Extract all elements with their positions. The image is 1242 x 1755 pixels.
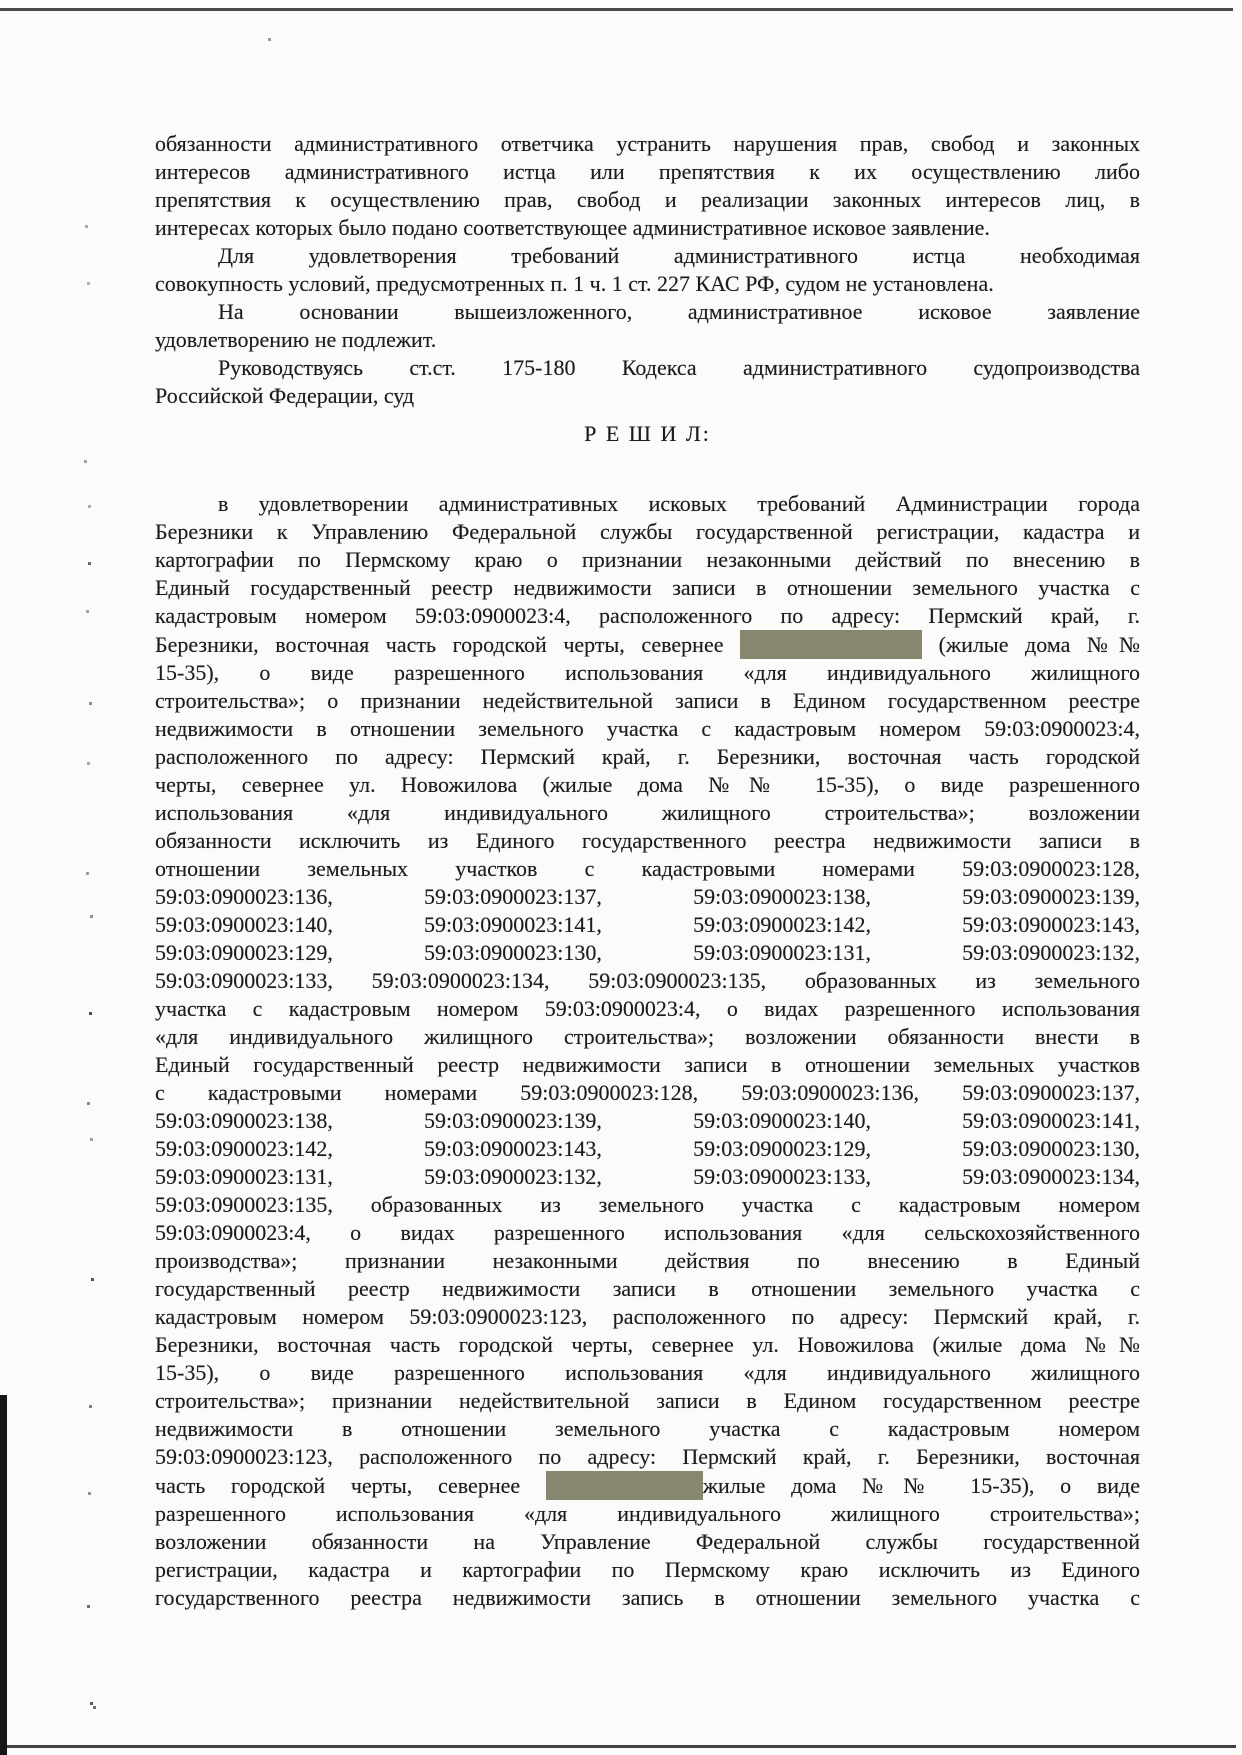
text-line bbox=[155, 1023, 1140, 1051]
text-line bbox=[155, 1107, 1140, 1135]
text-run: 59:03:0900023:129, 59:03:0900023:130, 59:03:0900023:131, 59:03:0900023:132, bbox=[155, 940, 1140, 965]
text-line bbox=[155, 1135, 1140, 1163]
text-line bbox=[155, 326, 1140, 354]
text-line bbox=[155, 518, 1140, 546]
text-run: часть городской черты, севернее bbox=[155, 1473, 546, 1498]
text-line bbox=[155, 827, 1140, 855]
scan-edge-bottom-line bbox=[0, 1745, 1236, 1748]
text-run: в удовлетворении административных исковых требований Администрации города bbox=[218, 491, 1140, 516]
redaction-box bbox=[546, 1471, 703, 1500]
text-run: производства»; признании незаконными действия по внесению в Единый bbox=[155, 1248, 1140, 1273]
text-run: 15-35), о виде разрешенного использования «для индивидуального жилищного bbox=[155, 1360, 1140, 1385]
text-run: с кадастровыми номерами 59:03:0900023:128, 59:03:0900023:136, 59:03:0900023:137, bbox=[155, 1080, 1140, 1105]
text-line bbox=[155, 743, 1140, 771]
text-run: Единый государственный реестр недвижимости записи в отношении земельных участков bbox=[155, 1052, 1140, 1077]
text-run: кадастровым номером 59:03:0900023:4, расположенного по адресу: Пермский край, г. bbox=[155, 603, 1140, 628]
text-run: 59:03:0900023:142, 59:03:0900023:143, 59:03:0900023:129, 59:03:0900023:130, bbox=[155, 1136, 1140, 1161]
text-line bbox=[155, 242, 1140, 270]
text-line bbox=[155, 546, 1140, 574]
text-run: удовлетворению не подлежит. bbox=[155, 327, 437, 352]
text-run: На основании вышеизложенного, административное исковое заявление bbox=[218, 299, 1140, 324]
text-run: совокупность условий, предусмотренных п. 1 ч. 1 ст. 227 КАС РФ, судом не установлена. bbox=[155, 271, 994, 296]
text-line bbox=[155, 1415, 1140, 1443]
text-run: Для удовлетворения требований административного истца необходимая bbox=[218, 243, 1140, 268]
text-line bbox=[155, 1556, 1140, 1584]
text-line bbox=[155, 1051, 1140, 1079]
text-line bbox=[155, 939, 1140, 967]
text-line bbox=[155, 354, 1140, 382]
text-run: участка с кадастровым номером 59:03:0900023:4, о видах разрешенного использования bbox=[155, 996, 1140, 1021]
text-line bbox=[155, 855, 1140, 883]
text-run: строительства»; признании недействительной записи в Едином государственном реестре bbox=[155, 1388, 1140, 1413]
text-run: 59:03:0900023:138, 59:03:0900023:139, 59:03:0900023:140, 59:03:0900023:141, bbox=[155, 1108, 1140, 1133]
text-line bbox=[155, 1303, 1140, 1331]
text-line bbox=[155, 911, 1140, 939]
text-line bbox=[155, 1219, 1140, 1247]
text-run: картографии по Пермскому краю о признании незаконными действий по внесению в bbox=[155, 547, 1140, 572]
text-line bbox=[155, 630, 1140, 659]
text-line bbox=[155, 1471, 1140, 1500]
text-run: недвижимости в отношении земельного участка с кадастровым номером 59:03:0900023:4, bbox=[155, 716, 1140, 741]
scan-edge-left-strip bbox=[0, 1395, 7, 1755]
text-line bbox=[155, 1443, 1140, 1471]
resolution-heading: Р Е Ш И Л: bbox=[584, 421, 711, 446]
text-line bbox=[155, 1387, 1140, 1415]
text-line bbox=[155, 659, 1140, 687]
text-line bbox=[155, 1584, 1140, 1612]
text-run: Российской Федерации, суд bbox=[155, 383, 415, 408]
text-run: Березники, восточная часть городской черты, севернее bbox=[155, 632, 741, 657]
text-run: регистрации, кадастра и картографии по Пермскому краю исключить из Единого bbox=[155, 1557, 1140, 1582]
text-run: препятствия к осуществлению прав, свобод и реализации законных интересов лиц, в bbox=[155, 187, 1140, 212]
text-line bbox=[155, 1275, 1140, 1303]
text-run: Руководствуясь ст.ст. 175-180 Кодекса административного судопроизводства bbox=[218, 355, 1140, 380]
text-line bbox=[155, 687, 1140, 715]
text-line bbox=[155, 883, 1140, 911]
decision-paragraph-lines bbox=[155, 490, 1140, 1612]
text-line bbox=[155, 1247, 1140, 1275]
text-line bbox=[155, 382, 1140, 410]
text-run: 59:03:0900023:135, образованных из земельного участка с кадастровым номером bbox=[155, 1192, 1140, 1217]
text-run: «для индивидуального жилищного строительства»; возложении обязанности внести в bbox=[155, 1024, 1140, 1049]
text-line bbox=[155, 1079, 1140, 1107]
text-run: Березники к Управлению Федеральной службы государственной регистрации, кадастра и bbox=[155, 519, 1140, 544]
text-run: жилые дома №№ 15-35), о виде bbox=[702, 1473, 1141, 1498]
intro-paragraph-lines bbox=[155, 130, 1140, 410]
text-run: 59:03:0900023:133, 59:03:0900023:134, 59:03:0900023:135, образованных из земельного bbox=[155, 968, 1140, 993]
text-line bbox=[155, 158, 1140, 186]
text-line bbox=[155, 490, 1140, 518]
text-line bbox=[155, 270, 1140, 298]
text-line bbox=[155, 214, 1140, 242]
text-run: недвижимости в отношении земельного участка с кадастровым номером bbox=[155, 1416, 1140, 1441]
redaction-box bbox=[740, 630, 922, 659]
text-run: использования «для индивидуального жилищного строительства»; возложении bbox=[155, 800, 1140, 825]
text-line bbox=[155, 130, 1140, 158]
text-line bbox=[155, 799, 1140, 827]
text-run: кадастровым номером 59:03:0900023:123, расположенного по адресу: Пермский край, г. bbox=[155, 1304, 1140, 1329]
text-run: возложении обязанности на Управление Федеральной службы государственной bbox=[155, 1529, 1140, 1554]
text-run: 59:03:0900023:140, 59:03:0900023:141, 59:03:0900023:142, 59:03:0900023:143, bbox=[155, 912, 1140, 937]
text-line bbox=[155, 298, 1140, 326]
text-run: государственный реестр недвижимости записи в отношении земельного участка с bbox=[155, 1276, 1140, 1301]
text-run: интересах которых было подано соответствующее административное исковое заявление. bbox=[155, 215, 990, 240]
text-run: обязанности административного ответчика устранить нарушения прав, свобод и законных bbox=[155, 131, 1140, 156]
text-line bbox=[155, 967, 1140, 995]
text-line bbox=[155, 1500, 1140, 1528]
text-run: 59:03:0900023:131, 59:03:0900023:132, 59:03:0900023:133, 59:03:0900023:134, bbox=[155, 1164, 1140, 1189]
text-line bbox=[155, 1191, 1140, 1219]
text-run: Единый государственный реестр недвижимости записи в отношении земельного участка с bbox=[155, 575, 1140, 600]
text-run: строительства»; о признании недействительной записи в Едином государственном реестре bbox=[155, 688, 1140, 713]
text-run: 59:03:0900023:123, расположенного по адресу: Пермский край, г. Березники, восточная bbox=[155, 1444, 1140, 1469]
text-line bbox=[155, 715, 1140, 743]
text-run: 59:03:0900023:136, 59:03:0900023:137, 59:03:0900023:138, 59:03:0900023:139, bbox=[155, 884, 1140, 909]
text-line bbox=[155, 771, 1140, 799]
text-run: Березники, восточная часть городской черты, севернее ул. Новожилова (жилые дома №№ bbox=[155, 1332, 1140, 1357]
scan-edge-top-line bbox=[0, 8, 1233, 11]
text-run: отношении земельных участков с кадастровыми номерами 59:03:0900023:128, bbox=[155, 856, 1140, 881]
text-run: расположенного по адресу: Пермский край, г. Березники, восточная часть городской bbox=[155, 744, 1140, 769]
text-line bbox=[155, 574, 1140, 602]
text-run: (жилые дома №№ bbox=[922, 632, 1140, 657]
text-line bbox=[155, 1331, 1140, 1359]
text-line bbox=[155, 1359, 1140, 1387]
text-line bbox=[155, 995, 1140, 1023]
text-run: разрешенного использования «для индивидуального жилищного строительства»; bbox=[155, 1501, 1140, 1526]
document-body bbox=[155, 130, 1140, 1612]
text-line bbox=[155, 1528, 1140, 1556]
text-line bbox=[155, 186, 1140, 214]
text-run: черты, севернее ул. Новожилова (жилые дома №№ 15-35), о виде разрешенного bbox=[155, 772, 1140, 797]
text-line bbox=[155, 602, 1140, 630]
text-run: 15-35), о виде разрешенного использования «для индивидуального жилищного bbox=[155, 660, 1140, 685]
text-run: интересов административного истца или препятствия к их осуществлению либо bbox=[155, 159, 1140, 184]
text-run: государственного реестра недвижимости запись в отношении земельного участка с bbox=[155, 1585, 1140, 1610]
text-line bbox=[155, 1163, 1140, 1191]
text-run: обязанности исключить из Единого государственного реестра недвижимости записи в bbox=[155, 828, 1140, 853]
text-run: 59:03:0900023:4, о видах разрешенного использования «для сельскохозяйственного bbox=[155, 1220, 1140, 1245]
